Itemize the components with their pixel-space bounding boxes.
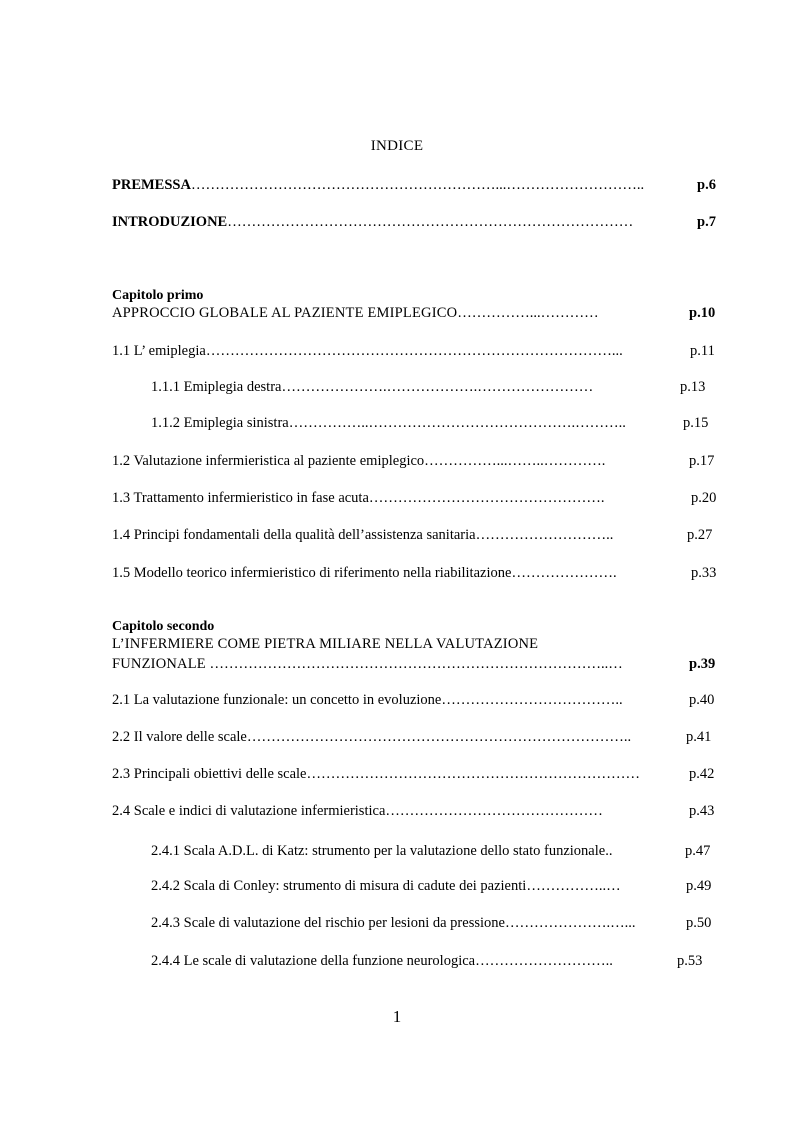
toc-entry-2-4-1[interactable] bbox=[151, 842, 671, 860]
toc-entry-label: 1.1.1 Emiplegia destra bbox=[151, 379, 282, 395]
toc-leader: ………………………………………………………...……………………….. bbox=[190, 177, 645, 193]
chapter-title-text: FUNZIONALE bbox=[112, 656, 206, 672]
toc-entry-premessa[interactable] bbox=[112, 176, 712, 194]
toc-entry-2-4-4[interactable] bbox=[151, 952, 661, 970]
toc-entry-label: 1.1.2 Emiplegia sinistra bbox=[151, 415, 289, 431]
toc-leader: ………………….……………….…………………… bbox=[281, 379, 594, 395]
toc-leader: …………………………………………………………………………... bbox=[205, 343, 623, 359]
chapter2-title-line1[interactable]: L’INFERMIERE COME PIETRA MILIARE NELLA VALUTAZIONE bbox=[112, 636, 539, 652]
toc-entry-label: 1.3 Trattamento infermieristico in fase acuta bbox=[112, 490, 369, 506]
toc-page-ref: p.42 bbox=[689, 766, 715, 782]
toc-leader: ……………..…………………………………….……….. bbox=[288, 415, 626, 431]
toc-entry-1-5[interactable] bbox=[112, 564, 674, 582]
toc-page-ref: p.43 bbox=[689, 803, 715, 819]
toc-entry-2-1[interactable] bbox=[112, 691, 674, 709]
toc-page-ref: p.27 bbox=[687, 527, 713, 543]
toc-leader: ……………...………… bbox=[457, 305, 599, 321]
index-title: INDICE bbox=[370, 138, 424, 154]
toc-page-ref: p.49 bbox=[686, 878, 712, 894]
toc-page-ref: p.17 bbox=[689, 453, 715, 469]
toc-leader: ………………………………………………………………………… bbox=[227, 214, 634, 230]
toc-entry-label: 2.4 Scale e indici di valutazione infermieristica bbox=[112, 803, 386, 819]
toc-entry-1-1-1[interactable] bbox=[151, 378, 661, 396]
toc-page-ref: p.13 bbox=[680, 379, 706, 395]
toc-page-ref: p.7 bbox=[697, 214, 716, 230]
toc-leader: ………………….…... bbox=[504, 915, 636, 931]
toc-leader: ……………………….. bbox=[475, 527, 614, 543]
toc-page-ref: p.47 bbox=[685, 843, 711, 859]
toc-page-ref: p.10 bbox=[689, 305, 716, 321]
toc-leader: …………………………………………. bbox=[368, 490, 605, 506]
toc-entry-label: INTRODUZIONE bbox=[112, 214, 228, 230]
toc-entry-2-2[interactable] bbox=[112, 728, 668, 746]
toc-entry-label: 2.4.1 Scala A.D.L. di Katz: strumento per la valutazione dello stato funzionale.. bbox=[151, 843, 613, 859]
toc-page-ref: p.20 bbox=[691, 490, 717, 506]
chapter2-title-line2[interactable] bbox=[112, 655, 672, 673]
chapter2-label: Capitolo secondo bbox=[112, 619, 215, 634]
toc-leader: ……………………………………… bbox=[385, 803, 603, 819]
toc-page-ref: p.33 bbox=[691, 565, 717, 581]
toc-leader: ………………………………………………………………………..… bbox=[209, 656, 623, 672]
toc-entry-label: 2.3 Principali obiettivi delle scale bbox=[112, 766, 307, 782]
toc-entry-label: 2.1 La valutazione funzionale: un concetto in evoluzione bbox=[112, 692, 442, 708]
toc-entry-1-1-2[interactable] bbox=[151, 414, 668, 432]
toc-entry-label: 1.5 Modello teorico infermieristico di riferimento nella riabilitazione bbox=[112, 565, 512, 581]
toc-leader: …………………………………………………………………….. bbox=[246, 729, 632, 745]
toc-leader: ……………..… bbox=[526, 878, 621, 894]
toc-page-ref: p.40 bbox=[689, 692, 715, 708]
toc-page-ref: p.41 bbox=[686, 729, 712, 745]
toc-entry-2-3[interactable] bbox=[112, 765, 672, 783]
page-number: 1 bbox=[392, 1007, 402, 1026]
toc-entry-label: 2.4.4 Le scale di valutazione della funzione neurologica bbox=[151, 953, 476, 969]
toc-page-ref: p.53 bbox=[677, 953, 703, 969]
toc-entry-label: 2.4.3 Scale di valutazione del rischio per lesioni da pressione bbox=[151, 915, 505, 931]
toc-entry-introduzione[interactable] bbox=[112, 213, 692, 231]
toc-entry-2-4[interactable] bbox=[112, 802, 668, 820]
toc-entry-1-1[interactable] bbox=[112, 342, 674, 360]
toc-entry-2-4-2[interactable] bbox=[151, 877, 673, 895]
toc-entry-1-4[interactable] bbox=[112, 526, 672, 544]
toc-leader: …………………………………………………………… bbox=[306, 766, 640, 782]
toc-entry-label: 2.2 Il valore delle scale bbox=[112, 729, 247, 745]
toc-entry-label: 2.4.2 Scala di Conley: strumento di misura di cadute dei pazienti bbox=[151, 878, 527, 894]
toc-page-ref: p.15 bbox=[683, 415, 709, 431]
toc-entry-label: 1.1 L’ emiplegia bbox=[112, 343, 206, 359]
toc-entry-label: 1.4 Principi fondamentali della qualità dell’assistenza sanitaria bbox=[112, 527, 476, 543]
toc-page-ref: p.6 bbox=[697, 177, 716, 193]
toc-page-ref: p.50 bbox=[686, 915, 712, 931]
toc-entry-1-2[interactable] bbox=[112, 452, 667, 470]
toc-entry-1-3[interactable] bbox=[112, 489, 672, 507]
toc-leader: ……………………….. bbox=[475, 953, 613, 969]
toc-leader: ……………...……..…………. bbox=[424, 453, 606, 469]
toc-leader: …………………. bbox=[511, 565, 617, 581]
chapter1-title[interactable] bbox=[112, 304, 677, 322]
toc-entry-label: 1.2 Valutazione infermieristica al paziente emiplegico bbox=[112, 453, 425, 469]
toc-page-ref: p.11 bbox=[690, 343, 715, 359]
toc-page-ref: p.39 bbox=[689, 656, 716, 672]
chapter1-label: Capitolo primo bbox=[112, 288, 204, 303]
toc-leader: ……………………………….. bbox=[441, 692, 623, 708]
toc-entry-label: PREMESSA bbox=[112, 177, 191, 193]
chapter-title-text: APPROCCIO GLOBALE AL PAZIENTE EMIPLEGICO bbox=[112, 305, 458, 321]
toc-entry-2-4-3[interactable] bbox=[151, 914, 673, 932]
